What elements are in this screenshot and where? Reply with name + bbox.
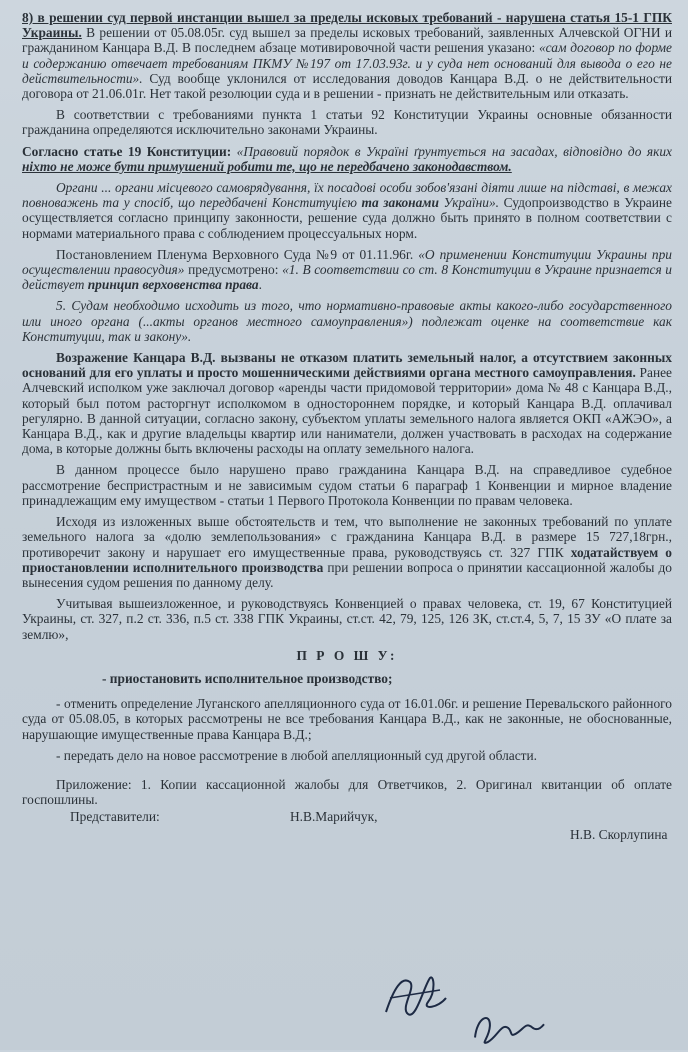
request-item-2: - отменить определение Луганского апелляционного суда от 16.01.06г. и решение Перевальского районного суда от 05.08.05, в которых рассмотрены не все требования Канцара В.Д., как не законные, не обоснованные, нарушающие имущественные права Канцара В.Д.;: [22, 696, 672, 742]
representatives-label: Представители:: [70, 809, 160, 825]
text: при решении вопроса о принятии кассационной жалобы до вынесения судом решения по данному делу.: [22, 559, 672, 590]
emphasis: принцип верховенства права: [87, 277, 259, 293]
article-ref: Согласно статье 19 Конституции:: [22, 143, 232, 159]
annex: Приложение: 1. Копии кассационной жалобы для Ответчиков, 2. Оригинал квитанции об оплате госпошлины.: [22, 776, 672, 808]
paragraph-motion: [22, 514, 672, 590]
text: Исходя из изложенных выше обстоятельств и тем, что выполнение не законных требований по уплате земельного налога за «долю землепользования» с гражданина Канцара В.Д. в размере 15 727,18грн., противоречит закону и нарушает его имущественные права, руководствуясь ст. 327 ГПК: [22, 514, 672, 560]
paragraph-organs: [22, 180, 672, 241]
text: Суд вообще уклонился от исследования доводов Канцара В.Д. о не действительности договора от 21.06.01г. Нет такой резолюции суда и в решении - признать не действительным или отказать.: [22, 70, 672, 102]
quote: «1. В соответствии со ст. 8 Конституции в Украине признается и действует: [22, 262, 673, 293]
paragraph-courts: [22, 298, 672, 344]
emphasis: ходатайствуем о приостановлении исполнительного производства: [22, 544, 672, 575]
quote: України».: [438, 195, 500, 211]
request-item-1: - приостановить исполнительное производство;: [102, 670, 393, 686]
quote: Органи ... органи місцевого самоврядування, їх посадові особи зобов'язані діяти лише на підставі, в межах повноважень та у спосіб, що передбачені Конституцією: [22, 180, 672, 211]
signature-2-icon: [466, 1000, 550, 1052]
request-item-3: - передать дело на новое рассмотрение в любой апелляционный суд другой области.: [56, 747, 538, 763]
signature-1-icon: [380, 968, 450, 1028]
text: Судопроизводство в Украине осуществляется согласно принципу законности, решение суда должно быть принято в полном соответствии с нормами материального права с соблюдением процессуальных норм.: [22, 195, 673, 241]
emphasis: та законами: [361, 195, 439, 211]
representatives: [22, 809, 672, 869]
emphasis-quote: ніхто не може бути примушений робити те, що не передбачено законодавством.: [22, 158, 512, 174]
paragraph-article-19: [22, 144, 672, 174]
text: предусмотрено:: [184, 262, 283, 278]
text: В решении от 05.08.05г. суд вышел за пределы исковых требований, заявленных Алчевской ОГНИ и гражданином Канцара В.Д. В последнем абзаце мотивировочной части решения указано:: [22, 25, 672, 56]
text: Постановлением Пленума Верховного Суда №9 от 01.11.96г.: [56, 246, 419, 262]
paragraph-8: [22, 10, 672, 101]
representative-2: Н.В. Скорлупина: [570, 827, 668, 843]
request-heading: П Р О Ш У:: [296, 647, 398, 663]
text: .: [258, 277, 262, 293]
paragraph-objection: [22, 350, 672, 456]
text: Ранее Алчевский исполком уже заключал договор «аренды части придомовой территории» дома № 48 с Канцара В.Д., который был потом расторгнут исполкомом в одностороннем порядке, и который Канцара В.Д. оплачивал регулярно. В данной ситуации, согласно закону, субъектом уплаты земельного налога является ОКП «АЖЭО», а Канцара В.Д., как и другие владельцы квартир или наниматели, должен участвовать в расходах на содержание дома, в которые должны быть включены расходы на оплату земельного налога.: [22, 365, 672, 457]
paragraph-plenum: [22, 247, 672, 293]
quote: 5. Судам необходимо исходить из того, что нормативно-правовые акты какого-либо государственного или иного органа (...акты органов местного самоуправления») подлежат оценке на соответствие как Конституции, так и закону».: [22, 298, 672, 344]
paragraph-constitution-92: В соответствии с требованиями пункта 1 статьи 92 Конституции Украины основные обязанности гражданина определяются исключительно законами Украины.: [22, 107, 672, 138]
paragraph-rights-violated: В данном процессе было нарушено право гражданина Канцара В.Д. на справедливое судебное рассмотрение беспристрастным и не зависимым судом статьи 6 параграф 1 Конвенции и мирное владение принадлежащим ему имуществом - статьи 1 Первого Протокола Конвенции по правам человека.: [22, 462, 672, 508]
quote: «сам договор по форме и содержанию отвечает требованиям ПКМУ №197 от 17.03.93г. и у суда нет оснований для вывода о его не действительности».: [22, 40, 672, 86]
representative-1: Н.В.Марийчук,: [290, 809, 378, 825]
heading-violation: 8) в решении суд первой инстанции вышел за пределы исковых требований - нарушена статья 15-1 ГПК Украины.: [22, 10, 672, 41]
emphasis: Возражение Канцара В.Д. вызваны не отказом платить земельный налог, а отсутствием законных оснований для его уплаты и просто мошенническими действиями органа местного самоуправления.: [22, 350, 672, 381]
paragraph-considering: Учитывая вышеизложенное, и руководствуясь Конвенцией о правах человека, ст. 19, 67 Конституцией Украины, ст. 327, п.2 ст. 336, п.5 ст. 338 ГПК Украины, ст.ст. 42, 79, 125, 126 ЗК, ст.ст.4, 5, 7, 15 ЗУ «О плате за землю»,: [22, 596, 672, 642]
quote: «Правовий порядок в Україні ґрунтується на засадах, відповідно до яких: [231, 143, 672, 159]
quote: «О применении Конституции Украины при осуществлении правосудия»: [22, 246, 672, 278]
